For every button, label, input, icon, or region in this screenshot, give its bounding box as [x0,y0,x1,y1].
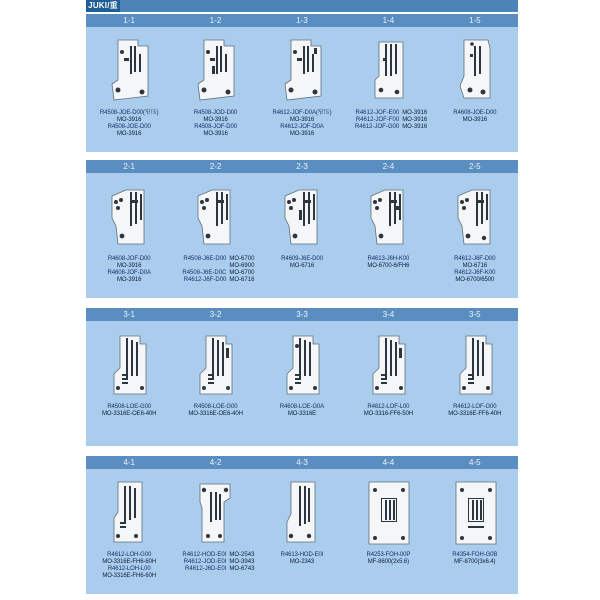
part-number: R4508-LOE-G00 [193,404,238,410]
product-cell [86,308,172,446]
product-number: 4-4 [382,458,395,467]
part-model-pair [172,270,258,277]
part-model-pair [172,256,258,263]
machine-model: MO-6700-6/FH6 [367,263,410,269]
part-number: R4508-J6E-D0C [182,270,227,276]
product-cell [345,456,431,594]
product-number: 4-5 [469,458,481,467]
needle-plate-image [277,330,329,400]
machine-model: MO-2343 [289,559,315,565]
machine-model: MO-3916 [462,117,487,123]
product-number: 1-2 [209,16,222,25]
brand-bar [86,0,518,12]
product-cell [172,14,258,152]
product-number: 2-2 [209,162,222,171]
needle-plate-image [190,330,242,400]
needle-plate-image [450,36,502,106]
part-model-pair [172,566,258,573]
product-cell [259,308,345,446]
product-cell [172,308,258,446]
needle-plate-image [363,182,415,252]
machine-model: MO-3916 [402,110,428,116]
product-cell [172,456,258,594]
product-cell [86,14,172,152]
part-number: R4608-JOE-D00 [453,110,497,116]
needle-plate-image [450,478,502,548]
part-number: R4609-J6E-D00 [281,256,323,262]
machine-model: MO-6716 [462,263,487,269]
part-model-pair [345,110,431,117]
part-number: R4612-J6F-D00 [183,277,227,283]
product-cell [259,14,345,152]
part-model-pair [172,277,258,284]
part-number: R4612-JOF-E00 [355,110,400,116]
needle-plate-image [190,478,242,548]
machine-model: MO-3916 [289,131,315,137]
part-number: R4612-LOH-G00 [107,552,152,558]
machine-model: MO-6700 [229,256,255,262]
product-number: 3-5 [469,310,481,319]
needle-plate-image [363,330,415,400]
part-number: R4612-HOD-E0I [182,552,227,558]
needle-plate-image [363,36,415,106]
part-number: R4612-J6F-K00 [454,270,496,276]
machine-model: MO-6700 [229,270,255,276]
part-number: R4613-HOD-E0I [280,552,324,558]
part-number: R4612-LOF-G00 [453,404,497,410]
product-cell [345,308,431,446]
machine-model: MO-3916 [402,117,428,123]
part-number: R4612-LOF-L00 [367,404,410,410]
part-number: R4608-JOF-D0A [107,270,151,276]
part-number: R4508-JOE-D00 [107,124,151,130]
product-number: 3-3 [296,310,308,319]
catalog-row-3 [86,308,518,446]
product-cell [259,160,345,298]
product-number: 3-4 [382,310,395,319]
product-number: 2-3 [296,162,308,171]
part-number: R4612-JOF-D0A [280,124,324,130]
needle-plate-image [190,182,242,252]
catalog-row-4 [86,456,518,594]
machine-model: MO-6743 [229,566,255,572]
product-number: 1-4 [382,16,395,25]
needle-plate-image [104,36,156,106]
product-cell [432,160,518,298]
product-number: 4-3 [296,458,308,467]
product-number: 1-1 [123,16,135,25]
part-number: R4612-JOF-D0A(窄压) [272,110,332,116]
machine-model: MO-3916 [117,131,142,137]
product-number: 2-1 [123,162,135,171]
needle-plate-image [450,182,502,252]
product-number: 4-1 [123,458,135,467]
machine-model: MO-3316E-OE6-40H [188,411,243,417]
part-model-pair [345,124,431,131]
machine-model: MO-3316E-FH6-60H [102,573,157,579]
machine-model: MO-6700/6500 [455,277,495,283]
machine-model: MF-8700(3x6.4) [454,559,496,565]
product-cell [345,14,431,152]
part-model-pair [345,117,431,124]
product-number: 1-3 [296,16,308,25]
part-number: R4613-J6H-K00 [367,256,410,262]
product-cell [432,14,518,152]
product-number: 1-5 [469,16,481,25]
machine-model: MO-3316E-FF6-40H [448,411,502,417]
part-number: R4508-LOE-G00 [107,404,152,410]
machine-model: MF-8600(2x5.6) [367,559,410,565]
product-cell [86,456,172,594]
needle-plate-image [277,478,329,548]
catalog-row-1 [86,14,518,152]
part-number: R4508-JOD-D00 [193,110,238,116]
needle-plate-image [104,330,156,400]
part-number: R4612-JOD-E0I [183,559,227,565]
part-number: R4608-JOF-D00 [107,256,151,262]
part-model-pair [172,552,258,559]
needle-plate-image [104,478,156,548]
part-number: R4612-JOF-G00 [354,124,400,130]
part-number: R4612-J6D-E0I [185,566,227,572]
machine-model: MO-3316E-OE6-40H [101,411,157,417]
machine-model: MO-2543 [229,552,255,558]
product-cell [86,160,172,298]
part-number: R4612-LOH-L00 [107,566,151,572]
brand-label: JUKI/重 [86,0,120,12]
catalog-row-2 [86,160,518,298]
machine-model: MO-3916 [117,117,142,123]
part-number: R4612-J6F-D00 [454,256,496,262]
machine-model: MO-3916 [203,131,228,137]
needle-plate-image [450,330,502,400]
product-number: 2-4 [382,162,395,171]
product-number: 2-5 [469,162,481,171]
needle-plate-image [104,182,156,252]
machine-model: MO-3916 [289,117,315,123]
part-number: R4612-JOF-F00 [355,117,400,123]
machine-model: MO-6900 [229,263,255,269]
machine-model: MO-3916 [117,263,142,269]
machine-model: MO-3316-FF6-50H [363,411,413,417]
part-number: R4354-FOH-G0B [452,552,498,558]
part-model-pair [172,263,258,270]
needle-plate-image [190,36,242,106]
part-number: R4508-JOF-D00 [194,124,237,130]
product-number: 4-2 [209,458,222,467]
machine-model: MO-3916 [402,124,428,130]
product-cell [432,308,518,446]
machine-model: MO-3943 [229,559,255,565]
product-cell [259,456,345,594]
part-number: R4253-FOH-00P [366,552,411,558]
machine-model: MO-3316E-FH6-60H [102,559,157,565]
product-cell [172,160,258,298]
needle-plate-image [277,182,329,252]
part-number: R4508-JOE-D00(窄压) [99,110,159,116]
part-number: R4608-LOE-G0A [279,404,325,410]
product-cell [345,160,431,298]
machine-model: MO-3316E [287,411,317,417]
part-number: R4508-J6E-D00 [183,256,227,262]
machine-model: MO-3916 [117,277,142,283]
needle-plate-image [277,36,329,106]
product-number: 3-1 [123,310,135,319]
machine-model: MO-6716 [229,277,255,283]
part-model-pair [172,559,258,566]
machine-model: MO-6716 [289,263,315,269]
needle-plate-image [363,478,415,548]
machine-model: MO-3916 [203,117,228,123]
product-number: 3-2 [209,310,222,319]
product-cell [432,456,518,594]
